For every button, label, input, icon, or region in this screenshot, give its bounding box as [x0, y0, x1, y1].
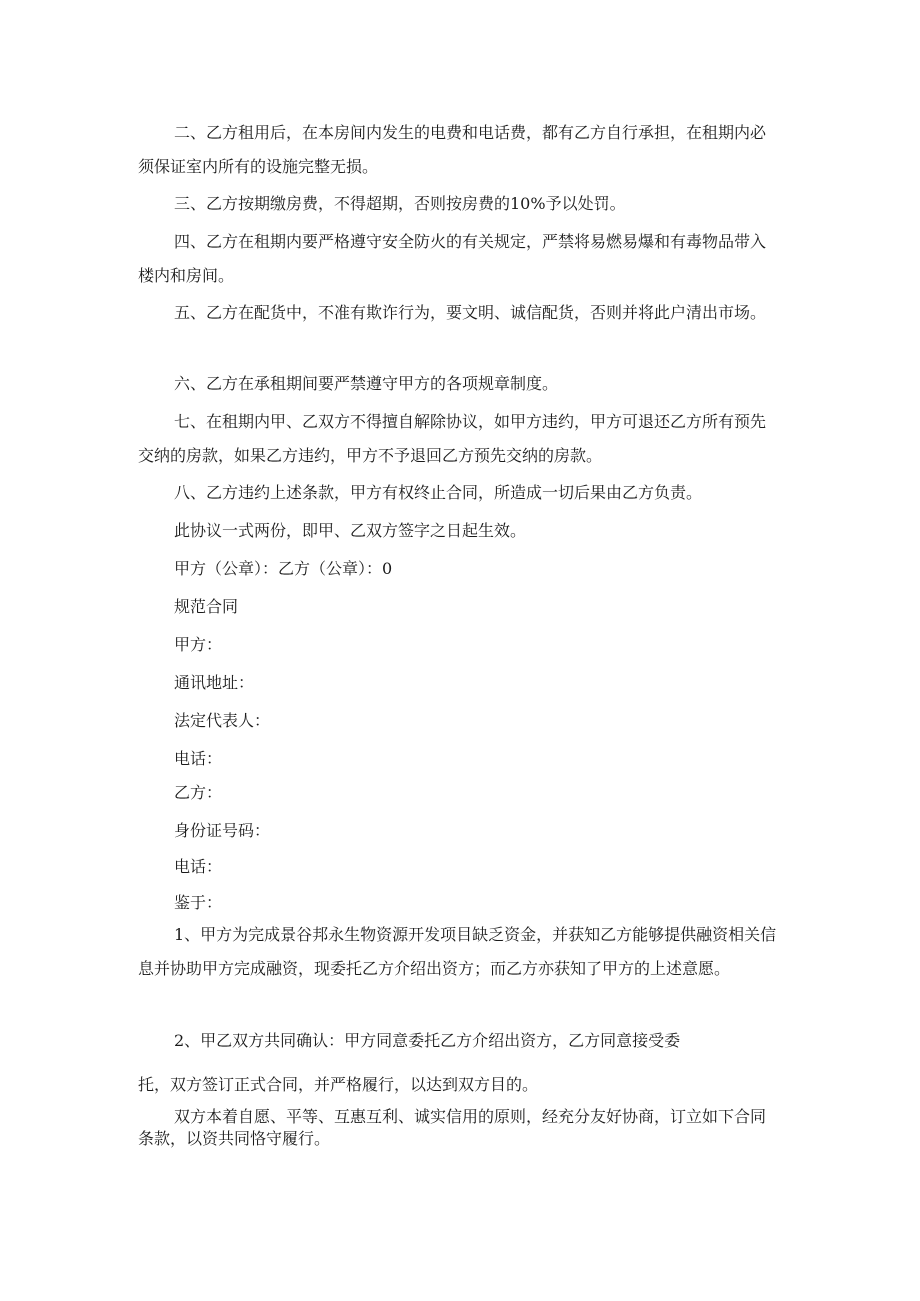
clause-3: 三、乙方按期缴房费，不得超期，否则按房费的10%予以处罚。 — [174, 194, 626, 213]
closing-statement: 双方本着自愿、平等、互惠互利、诚实信用的原则，经充分友好协商，订立如下合同条款，以资共同恪守履行。 — [138, 1107, 767, 1148]
whereas-label: 鉴于： — [174, 893, 223, 912]
phone-label-b: 电话： — [174, 857, 223, 876]
clause-4: 四、乙方在租期内要严格遵守安全防火的有关规定，严禁将易燃易爆和有毒物品带入楼内和房间。 — [138, 232, 767, 285]
clause-6: 六、乙方在承租期间要严禁遵守甲方的各项规章制度。 — [174, 374, 559, 393]
legal-rep-label: 法定代表人： — [174, 711, 271, 730]
contract-title: 规范合同 — [174, 597, 239, 616]
party-a-label: 甲方： — [174, 635, 223, 654]
address-label: 通讯地址： — [174, 673, 255, 692]
party-b-label: 乙方： — [174, 783, 223, 802]
effective-statement: 此协议一式两份，即甲、乙双方签字之日起生效。 — [174, 521, 527, 540]
id-number-label: 身份证号码： — [174, 821, 271, 840]
clause-8: 八、乙方违约上述条款，甲方有权终止合同，所造成一切后果由乙方负责。 — [174, 483, 703, 502]
phone-label-a: 电话： — [174, 749, 223, 768]
clause-5: 五、乙方在配货中，不准有欺诈行为，要文明、诚信配货，否则并将此户清出市场。 — [174, 303, 767, 322]
clause-2: 二、乙方租用后，在本房间内发生的电费和电话费，都有乙方自行承担，在租期内必须保证室内所有的设施完整无损。 — [138, 123, 767, 176]
recital-1: 1、甲方为完成景谷邦永生物资源开发项目缺乏资金，并获知乙方能够提供融资相关信息并协助甲方完成融资，现委托乙方介绍出资方；而乙方亦获知了甲方的上述意愿。 — [138, 925, 777, 978]
seal-line: 甲方（公章）：乙方（公章）：0 — [174, 559, 393, 578]
recital-2: 2、甲乙双方共同确认：甲方同意委托乙方介绍出资方，乙方同意接受委 — [174, 1031, 681, 1050]
clause-7: 七、在租期内甲、乙双方不得擅自解除协议，如甲方违约，甲方可退还乙方所有预先交纳的房款，如果乙方违约，甲方不予退回乙方预先交纳的房款。 — [138, 412, 767, 465]
recital-2-continued: 托，双方签订正式合同，并严格履行，以达到双方目的。 — [138, 1075, 539, 1094]
